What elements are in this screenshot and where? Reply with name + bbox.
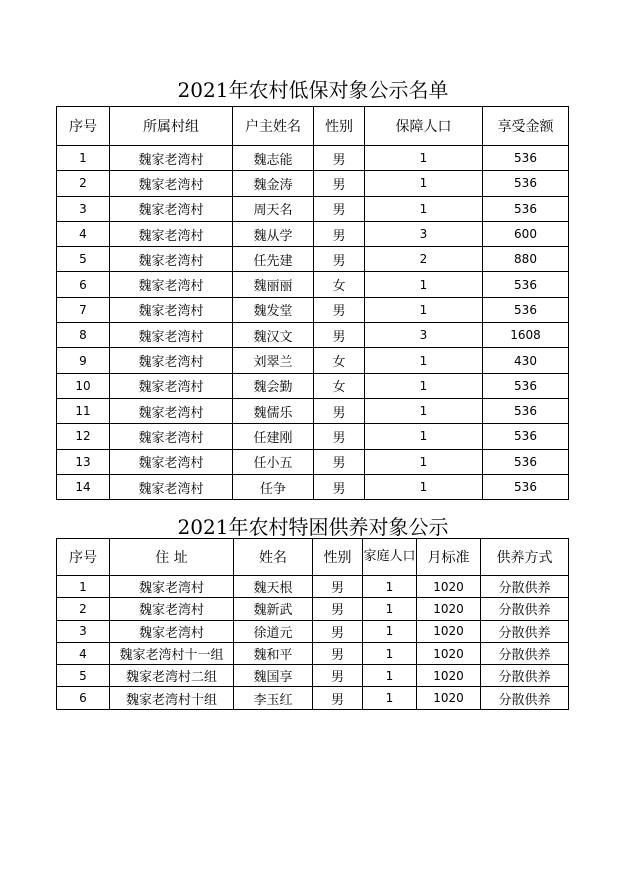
support-method-cell: 分散供养 xyxy=(481,665,569,687)
household-size-cell: 1 xyxy=(363,598,417,620)
address-cell: 魏家老湾村二组 xyxy=(110,665,234,687)
amount-cell: 536 xyxy=(483,146,569,171)
table-row xyxy=(57,576,569,598)
gender-cell: 男 xyxy=(313,642,363,664)
serial-cell: 14 xyxy=(57,474,110,499)
monthly-standard-cell: 1020 xyxy=(417,598,481,620)
serial-cell: 10 xyxy=(57,373,110,398)
gender-cell: 女 xyxy=(314,373,365,398)
header-address: 住 址 xyxy=(110,539,234,576)
covered-persons-cell: 2 xyxy=(365,247,483,272)
serial-cell: 2 xyxy=(57,598,110,620)
low-income-table xyxy=(56,106,569,500)
serial-cell: 8 xyxy=(57,323,110,348)
header-serial: 序号 xyxy=(57,107,110,146)
householder-cell: 魏发堂 xyxy=(233,297,314,322)
householder-cell: 魏会勤 xyxy=(233,373,314,398)
householder-cell: 周天名 xyxy=(233,196,314,221)
header-support-method: 供养方式 xyxy=(481,539,569,576)
amount-cell: 536 xyxy=(483,297,569,322)
village-group-cell: 魏家老湾村 xyxy=(110,398,233,423)
household-size-cell: 1 xyxy=(363,642,417,664)
table-row xyxy=(57,146,569,171)
serial-cell: 11 xyxy=(57,398,110,423)
gender-cell: 男 xyxy=(313,687,363,709)
amount-cell: 880 xyxy=(483,247,569,272)
village-group-cell: 魏家老湾村 xyxy=(110,373,233,398)
serial-cell: 7 xyxy=(57,297,110,322)
householder-cell: 任先建 xyxy=(233,247,314,272)
monthly-standard-cell: 1020 xyxy=(417,620,481,642)
address-cell: 魏家老湾村 xyxy=(110,576,234,598)
special-support-title: 2021年农村特困供养对象公示 xyxy=(177,515,449,539)
table-row xyxy=(57,348,569,373)
table-row xyxy=(57,247,569,272)
header-household-size: 家庭人口 xyxy=(363,539,417,576)
table-row xyxy=(57,297,569,322)
table-row xyxy=(57,449,569,474)
covered-persons-cell: 1 xyxy=(365,474,483,499)
table-header-row xyxy=(57,107,569,146)
header-covered-persons: 保障人口 xyxy=(365,107,483,146)
householder-cell: 魏丽丽 xyxy=(233,272,314,297)
header-householder: 户主姓名 xyxy=(233,107,314,146)
village-group-cell: 魏家老湾村 xyxy=(110,196,233,221)
gender-cell: 男 xyxy=(314,449,365,474)
amount-cell: 600 xyxy=(483,221,569,246)
name-cell: 徐道元 xyxy=(234,620,313,642)
monthly-standard-cell: 1020 xyxy=(417,687,481,709)
address-cell: 魏家老湾村十组 xyxy=(110,687,234,709)
covered-persons-cell: 1 xyxy=(365,196,483,221)
gender-cell: 女 xyxy=(314,272,365,297)
name-cell: 魏国享 xyxy=(234,665,313,687)
address-cell: 魏家老湾村十一组 xyxy=(110,642,234,664)
table-row xyxy=(57,474,569,499)
household-size-cell: 1 xyxy=(363,665,417,687)
table-row xyxy=(57,171,569,196)
serial-cell: 5 xyxy=(57,247,110,272)
gender-cell: 男 xyxy=(314,247,365,272)
monthly-standard-cell: 1020 xyxy=(417,665,481,687)
serial-cell: 3 xyxy=(57,620,110,642)
village-group-cell: 魏家老湾村 xyxy=(110,348,233,373)
household-size-cell: 1 xyxy=(363,620,417,642)
householder-cell: 魏从学 xyxy=(233,221,314,246)
serial-cell: 13 xyxy=(57,449,110,474)
amount-cell: 536 xyxy=(483,272,569,297)
householder-cell: 刘翠兰 xyxy=(233,348,314,373)
name-cell: 魏新武 xyxy=(234,598,313,620)
gender-cell: 男 xyxy=(314,474,365,499)
village-group-cell: 魏家老湾村 xyxy=(110,449,233,474)
amount-cell: 1608 xyxy=(483,323,569,348)
serial-cell: 5 xyxy=(57,665,110,687)
amount-cell: 536 xyxy=(483,196,569,221)
table-row xyxy=(57,620,569,642)
header-serial: 序号 xyxy=(57,539,110,576)
covered-persons-cell: 1 xyxy=(365,449,483,474)
serial-cell: 6 xyxy=(57,272,110,297)
amount-cell: 430 xyxy=(483,348,569,373)
table-row xyxy=(57,221,569,246)
support-method-cell: 分散供养 xyxy=(481,620,569,642)
serial-cell: 3 xyxy=(57,196,110,221)
gender-cell: 男 xyxy=(314,146,365,171)
covered-persons-cell: 3 xyxy=(365,323,483,348)
village-group-cell: 魏家老湾村 xyxy=(110,146,233,171)
low-income-list-title: 2021年农村低保对象公示名单 xyxy=(177,78,449,102)
header-name: 姓名 xyxy=(234,539,313,576)
gender-cell: 男 xyxy=(313,598,363,620)
table-row xyxy=(57,272,569,297)
serial-cell: 4 xyxy=(57,221,110,246)
covered-persons-cell: 1 xyxy=(365,297,483,322)
table-row xyxy=(57,373,569,398)
table-row xyxy=(57,687,569,709)
header-village-group: 所属村组 xyxy=(110,107,233,146)
serial-cell: 4 xyxy=(57,642,110,664)
support-method-cell: 分散供养 xyxy=(481,576,569,598)
covered-persons-cell: 1 xyxy=(365,171,483,196)
covered-persons-cell: 1 xyxy=(365,146,483,171)
header-amount: 享受金额 xyxy=(483,107,569,146)
address-cell: 魏家老湾村 xyxy=(110,598,234,620)
support-method-cell: 分散供养 xyxy=(481,687,569,709)
header-monthly-standard: 月标准 xyxy=(417,539,481,576)
table-row xyxy=(57,323,569,348)
header-gender: 性别 xyxy=(313,539,363,576)
householder-cell: 魏志能 xyxy=(233,146,314,171)
village-group-cell: 魏家老湾村 xyxy=(110,171,233,196)
amount-cell: 536 xyxy=(483,373,569,398)
serial-cell: 12 xyxy=(57,424,110,449)
support-method-cell: 分散供养 xyxy=(481,642,569,664)
village-group-cell: 魏家老湾村 xyxy=(110,474,233,499)
covered-persons-cell: 1 xyxy=(365,398,483,423)
householder-cell: 任小五 xyxy=(233,449,314,474)
householder-cell: 任争 xyxy=(233,474,314,499)
gender-cell: 男 xyxy=(314,171,365,196)
household-size-cell: 1 xyxy=(363,687,417,709)
table-row xyxy=(57,196,569,221)
table-row xyxy=(57,598,569,620)
gender-cell: 男 xyxy=(314,221,365,246)
gender-cell: 男 xyxy=(314,196,365,221)
serial-cell: 6 xyxy=(57,687,110,709)
village-group-cell: 魏家老湾村 xyxy=(110,424,233,449)
gender-cell: 男 xyxy=(313,576,363,598)
support-method-cell: 分散供养 xyxy=(481,598,569,620)
amount-cell: 536 xyxy=(483,398,569,423)
address-cell: 魏家老湾村 xyxy=(110,620,234,642)
gender-cell: 男 xyxy=(313,620,363,642)
village-group-cell: 魏家老湾村 xyxy=(110,247,233,272)
table-row xyxy=(57,398,569,423)
serial-cell: 2 xyxy=(57,171,110,196)
serial-cell: 9 xyxy=(57,348,110,373)
gender-cell: 男 xyxy=(314,323,365,348)
serial-cell: 1 xyxy=(57,146,110,171)
householder-cell: 魏金涛 xyxy=(233,171,314,196)
gender-cell: 女 xyxy=(314,348,365,373)
village-group-cell: 魏家老湾村 xyxy=(110,297,233,322)
gender-cell: 男 xyxy=(313,665,363,687)
table-row xyxy=(57,665,569,687)
householder-cell: 任建刚 xyxy=(233,424,314,449)
monthly-standard-cell: 1020 xyxy=(417,576,481,598)
name-cell: 魏和平 xyxy=(234,642,313,664)
table-header-row xyxy=(57,539,569,576)
gender-cell: 男 xyxy=(314,297,365,322)
amount-cell: 536 xyxy=(483,424,569,449)
amount-cell: 536 xyxy=(483,171,569,196)
covered-persons-cell: 1 xyxy=(365,424,483,449)
village-group-cell: 魏家老湾村 xyxy=(110,323,233,348)
amount-cell: 536 xyxy=(483,474,569,499)
table-row xyxy=(57,642,569,664)
special-support-table xyxy=(56,538,569,710)
monthly-standard-cell: 1020 xyxy=(417,642,481,664)
village-group-cell: 魏家老湾村 xyxy=(110,221,233,246)
serial-cell: 1 xyxy=(57,576,110,598)
covered-persons-cell: 1 xyxy=(365,272,483,297)
amount-cell: 536 xyxy=(483,449,569,474)
table-row xyxy=(57,424,569,449)
name-cell: 李玉红 xyxy=(234,687,313,709)
household-size-cell: 1 xyxy=(363,576,417,598)
village-group-cell: 魏家老湾村 xyxy=(110,272,233,297)
householder-cell: 魏儒乐 xyxy=(233,398,314,423)
householder-cell: 魏汉文 xyxy=(233,323,314,348)
gender-cell: 男 xyxy=(314,424,365,449)
header-gender: 性别 xyxy=(314,107,365,146)
covered-persons-cell: 1 xyxy=(365,348,483,373)
covered-persons-cell: 1 xyxy=(365,373,483,398)
gender-cell: 男 xyxy=(314,398,365,423)
name-cell: 魏天根 xyxy=(234,576,313,598)
covered-persons-cell: 3 xyxy=(365,221,483,246)
